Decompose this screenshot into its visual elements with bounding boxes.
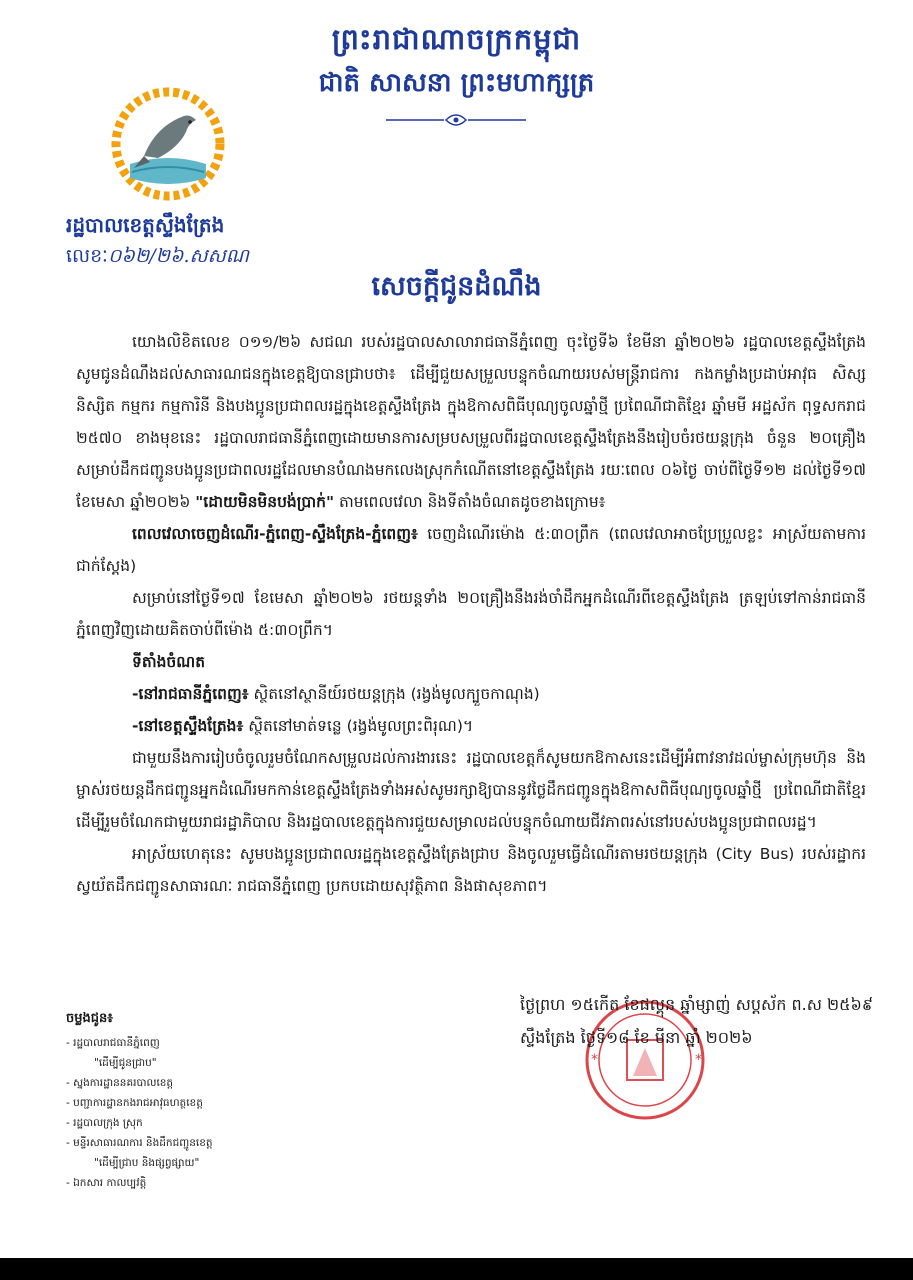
cc-item: - មន្ទីរសាធារណការ និងដឹកជញ្ជូនខេត្ត: [66, 1137, 213, 1149]
reference-number: [66, 244, 249, 272]
cc-item: - ស្នងការដ្ឋាននគរបាលខេត្ត: [66, 1077, 174, 1089]
kingdom-heading: ព្រះរាជាណាចក្រកម្ពុជា: [331, 22, 582, 56]
cc-list: [66, 1010, 326, 1193]
intro-text-a: យោងលិខិតលេខ ០១១/២៦ សជណ របស់រដ្ឋបាលសាលារាជធានីភ្នំពេញ ចុះថ្ងៃទី៦ ខែមីនា ឆ្នាំ២០២៦ រដ្ឋបាលខេត្តស្ទឹងត្រែង សូមជូនដំណឹងដល់សាធារណជនក្នុងខេត្តឱ្យបានជ្រាបថា៖ ដើម្បីជួយសម្រួលបន្ទុកចំណាយរបស់មន្ត្រីរាជការ កងកម្លាំងប្រដាប់អាវុធ សិស្ស និស្សិត កម្មករ កម្មការិនី និងបងប្អូនប្រជាពលរដ្ឋក្នុងខេត្តស្ទឹងត្រែង ក្នុងឱកាសពិធីបុណ្យចូលឆ្នាំថ្មី ប្រពៃណីជាតិខ្មែរ ឆ្នាំមមី អដ្ឋស័ក ពុទ្ធសករាជ ២៥៧០ ខាងមុខនេះ រដ្ឋបាលរាជធានីភ្នំពេញដោយមានការសម្របសម្រួលពីរដ្ឋបាលខេត្តស្ទឹងត្រែងនឹងរៀបចំរថយន្តក្រុង ចំនួន ២០គ្រឿងសម្រាប់ដឹកជញ្ជូនបងប្អូនប្រជាពលរដ្ឋដែលមានបំណងមកលេងស្រុកកំណើតនៅខេត្តស្ទឹងត្រែង រយៈពេល ០៦ថ្ងៃ ចាប់ពីថ្ងៃទី១២ ដល់ថ្ងៃទី១៧ ខែមេសា ឆ្នាំ២០២៦: [76, 333, 866, 511]
departure-text: ចេញដំណើរម៉ោង ៥:៣០ព្រឹក (ពេលវេលាអាចប្រែប្រួលខ្លះ អាស្រ័យតាមការជាក់ស្តែង): [76, 525, 866, 575]
svg-text:*: *: [695, 1052, 702, 1068]
cc-title: ចម្លងជូន៖: [66, 1011, 113, 1026]
cc-item: "ដើម្បីជូនជ្រាប": [94, 1057, 157, 1069]
svg-text:*: *: [591, 1052, 598, 1068]
document-title: សេចក្ដីជូនដំណឹង: [371, 271, 542, 302]
cc-item: - រដ្ឋបាលក្រុង ស្រុក: [66, 1117, 143, 1129]
paragraph-closing: អាស្រ័យហេតុនេះ សូមបងប្អូនប្រជាពលរដ្ឋក្នុងខេត្តស្ទឹងត្រែងជ្រាប និងចូលរួមធ្វើដំណើរតាមរថយន្តក្រុង (City Bus) របស់រដ្ឋាករស្វយ័តដឹកជញ្ជូនសាធារណៈ រាជធានីភ្នំពេញ ប្រកបដោយសុវត្ថិភាព និងផាសុខភាព។: [76, 845, 866, 895]
paragraph-return: សម្រាប់នៅថ្ងៃទី១៧ ខែមេសា ឆ្នាំ២០២៦ រថយន្តទាំង ២០គ្រឿងនឹងរង់ចាំដឹកអ្នកដំណើរពីខេត្តស្ទឹងត្រែង ត្រឡប់ទៅកាន់រាជធានីភ្នំពេញវិញដោយគិតចាប់ពីម៉ោង ៥:៣០ព្រឹក។: [76, 589, 866, 639]
reference-value: ០៦២/២៦.សសណ: [107, 245, 249, 267]
cc-item: - បញ្ជាការដ្ឋានកងរាជអាវុធហត្ថខេត្ត: [66, 1097, 203, 1109]
free-of-charge-note: "ដោយមិនមិនបង់ប្រាក់": [195, 493, 335, 511]
stop-phnom-penh: [76, 678, 866, 710]
stop1-label: -នៅរាជធានីភ្នំពេញ៖: [132, 685, 249, 703]
paragraph-intro: [76, 326, 866, 518]
ornament-divider: [386, 110, 526, 130]
date-block: [520, 988, 900, 1054]
solar-date: ស្ទឹងត្រែង ថ្ងៃទី១៨ ខែ មីនា ឆ្នាំ ២០២៦: [520, 1028, 753, 1047]
issuer-name: រដ្ឋបាលខេត្តស្ទឹងត្រែង: [66, 213, 225, 237]
paragraph-cooperation: ជាមួយនឹងការរៀបចំចូលរួមចំណែកសម្រួលដល់ការងារនេះ រដ្ឋបាលខេត្តក៏សូមយកឱកាសនេះដើម្បីអំពាវនាវដល់ម្ចាស់ក្រុមហ៊ុន និងម្ចាស់រថយន្តដឹកជញ្ជូនអ្នកដំណើរមកកាន់ខេត្តស្ទឹងត្រែងទាំងអស់សូមរក្សាឱ្យបាននូវថ្លៃដឹកជញ្ជូនក្នុងឱកាសពិធីបុណ្យចូលឆ្នាំថ្មី ប្រពៃណីជាតិខ្មែរ ដើម្បីរួមចំណែកជាមួយរាជរដ្ឋាភិបាល និងរដ្ឋបាលខេត្តក្នុងការជួយសម្រាលដល់បន្ទុកចំណាយជីវភាពរស់នៅរបស់បងប្អូនប្រជាពលរដ្ឋ។: [76, 749, 866, 831]
stops-label: ទីតាំងចំណត: [132, 653, 206, 671]
stop2-label: -នៅខេត្តស្ទឹងត្រែង៖: [132, 717, 244, 735]
reference-prefix: លេខៈ: [66, 245, 108, 267]
national-motto: ជាតិ សាសនា ព្រះមហាក្សត្រ: [318, 68, 595, 98]
stop2-text: ស្ថិតនៅមាត់ទន្លេ (រង្វង់មូលព្រះពិរុណ)។: [243, 717, 474, 735]
notice-body: [76, 326, 866, 902]
cc-item: "ដើម្បីជ្រាប និងផ្សព្វផ្សាយ": [94, 1157, 200, 1169]
lunar-date: ថ្ងៃព្រហ ១៥កើត ខែផល្គុន ឆ្នាំម្សាញ់ សប្តស័ក ព.ស ២៥៦៩: [520, 995, 874, 1014]
bottom-bar: [0, 1258, 913, 1280]
cc-item: - រដ្ឋបាលរាជធានីភ្នំពេញ: [66, 1037, 160, 1049]
paragraph-departure: [76, 518, 866, 582]
stop-stung-treng: [76, 710, 866, 742]
cc-item: - ឯកសារ កាលប្បវត្តិ: [66, 1177, 147, 1189]
stop1-text: ស្ថិតនៅស្ថានីយ៍រថយន្តក្រុង (រង្វង់មូលក្បួចកាណុង): [248, 685, 540, 703]
stops-heading: [76, 646, 866, 678]
provincial-logo: [110, 86, 226, 204]
departure-label: ពេលវេលាចេញដំណើរ-ភ្នំពេញ-ស្ទឹងត្រែង-ភ្នំពេញ៖: [132, 525, 418, 543]
intro-text-b: តាមពេលវេលា និងទីតាំងចំណតដូចខាងក្រោម៖: [334, 493, 606, 511]
